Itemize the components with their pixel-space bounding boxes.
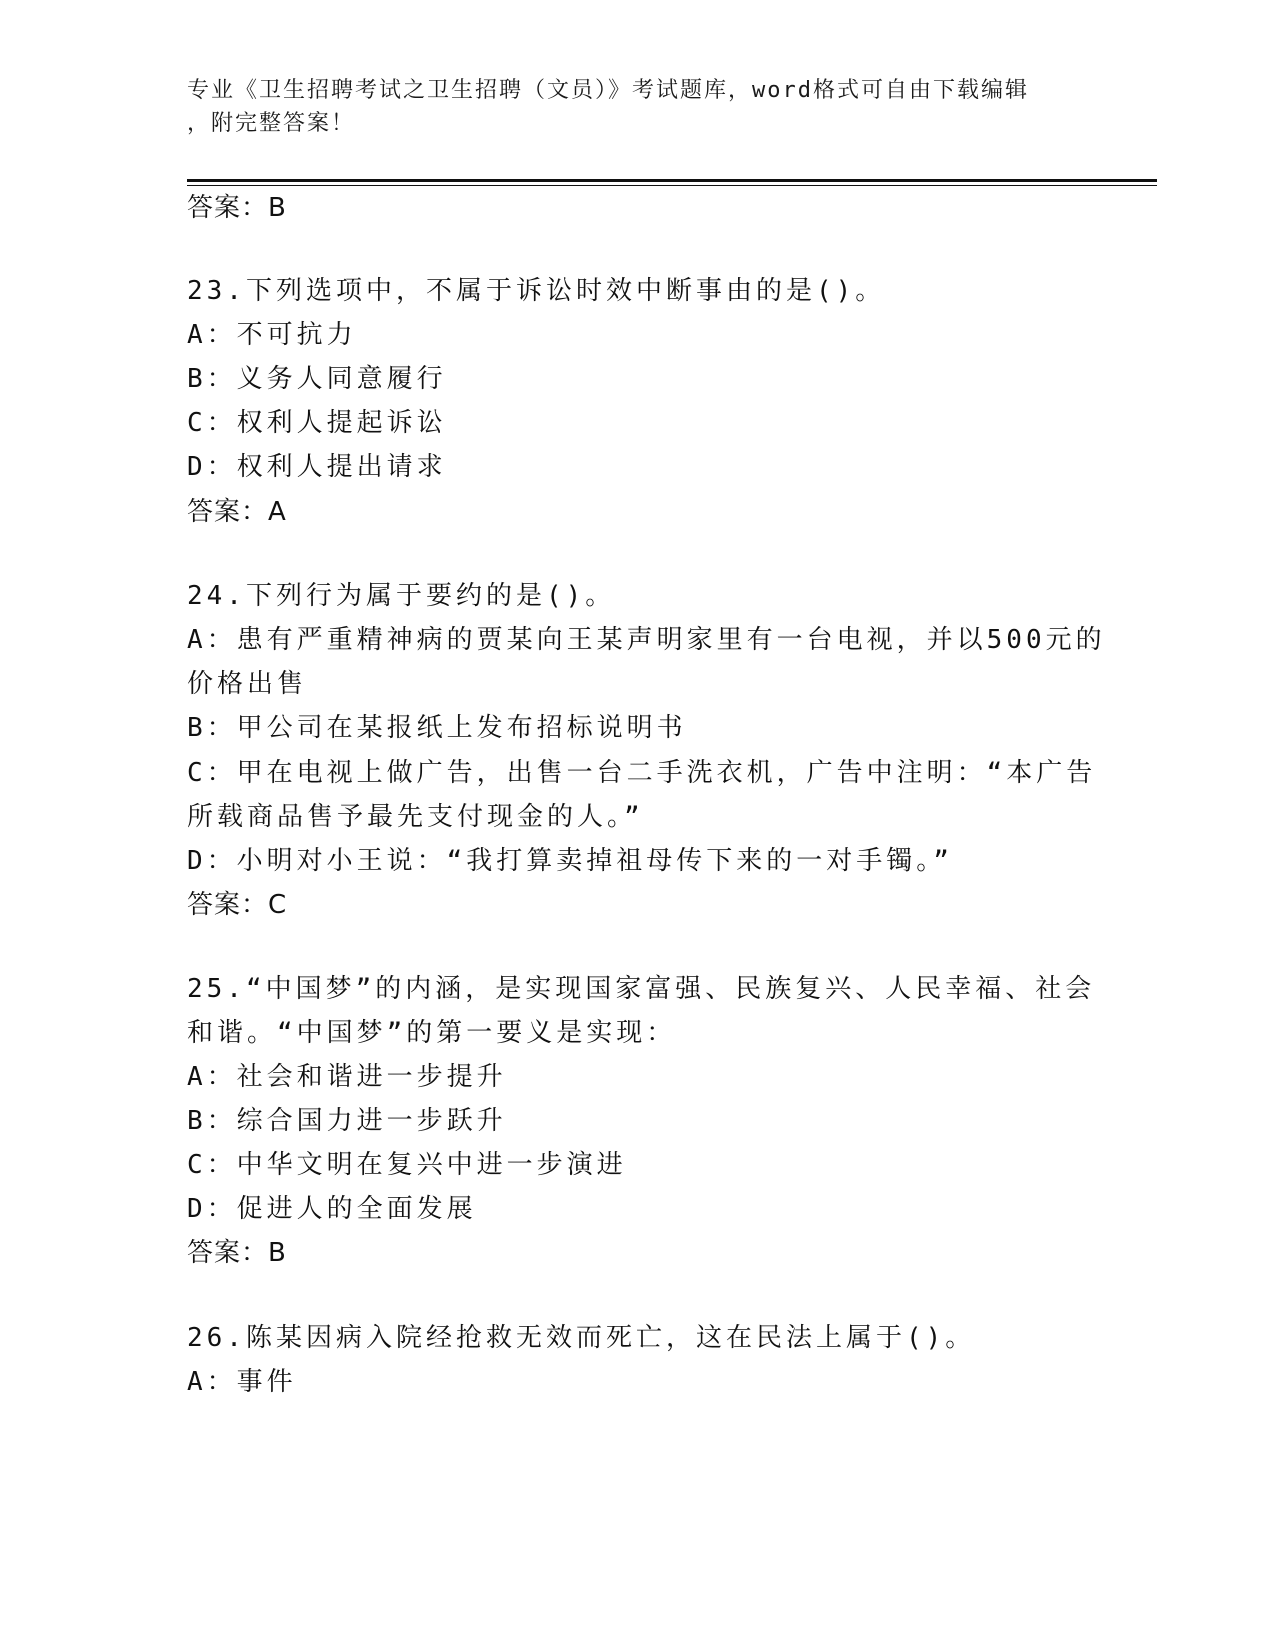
header-line-1: 专业《卫生招聘考试之卫生招聘（文员）》考试题库，word格式可自由下载编辑 bbox=[187, 78, 1029, 103]
answer-22: 答案：B bbox=[187, 193, 287, 223]
question-23-option-d: D：权利人提出请求 bbox=[187, 452, 447, 482]
question-26-stem: 26.陈某因病入院经抢救无效而死亡，这在民法上属于()。 bbox=[187, 1323, 976, 1353]
question-25-stem-line2: 和谐。“中国梦”的第一要义是实现： bbox=[187, 1018, 677, 1048]
header-rule-thick bbox=[187, 179, 1157, 182]
answer-24: 答案：C bbox=[187, 890, 288, 920]
question-25-option-d: D：促进人的全面发展 bbox=[187, 1194, 477, 1224]
question-24-stem: 24.下列行为属于要约的是()。 bbox=[187, 581, 616, 611]
question-24-option-c-line1: C：甲在电视上做广告，出售一台二手洗衣机，广告中注明：“本广告 bbox=[187, 758, 1097, 788]
question-24-option-b: B：甲公司在某报纸上发布招标说明书 bbox=[187, 713, 687, 743]
question-25-option-c: C：中华文明在复兴中进一步演进 bbox=[187, 1150, 627, 1180]
question-23-stem: 23.下列选项中，不属于诉讼时效中断事由的是()。 bbox=[187, 276, 886, 306]
question-25-option-a: A：社会和谐进一步提升 bbox=[187, 1062, 507, 1092]
question-23-option-b: B：义务人同意履行 bbox=[187, 364, 447, 394]
question-24-option-d: D：小明对小王说：“我打算卖掉祖母传下来的一对手镯。” bbox=[187, 846, 953, 876]
question-24-option-a-line1: A：患有严重精神病的贾某向王某声明家里有一台电视，并以500元的 bbox=[187, 625, 1106, 655]
question-25-stem-line1: 25.“中国梦”的内涵，是实现国家富强、民族复兴、人民幸福、社会 bbox=[187, 974, 1096, 1004]
question-24-option-a-line2: 价格出售 bbox=[187, 669, 308, 699]
header-rule-thin bbox=[187, 185, 1157, 186]
question-25-option-b: B：综合国力进一步跃升 bbox=[187, 1106, 507, 1136]
header-line-2: ，附完整答案！ bbox=[187, 111, 356, 136]
document-header bbox=[187, 74, 1067, 140]
question-23-option-c: C：权利人提起诉讼 bbox=[187, 408, 447, 438]
question-24-option-c-line2: 所载商品售予最先支付现金的人。” bbox=[187, 802, 644, 832]
question-26-option-a: A：事件 bbox=[187, 1367, 297, 1397]
answer-23: 答案：A bbox=[187, 497, 287, 527]
answer-25: 答案：B bbox=[187, 1238, 287, 1268]
question-23-option-a: A：不可抗力 bbox=[187, 320, 357, 350]
